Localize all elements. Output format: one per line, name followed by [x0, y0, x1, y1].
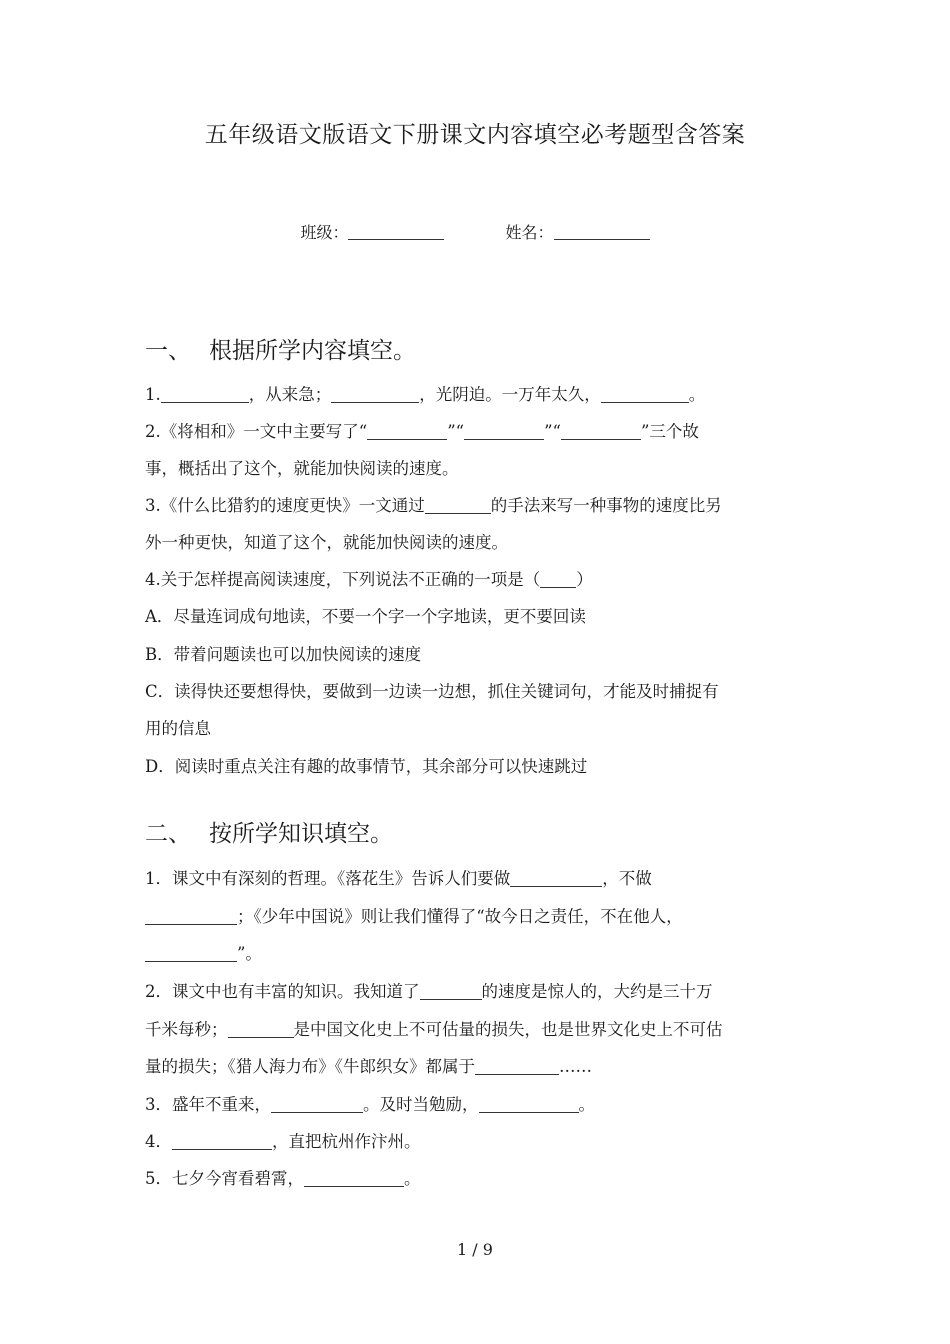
section-1-heading: [145, 332, 416, 365]
s1-option-c-cont: 用的信息: [145, 719, 211, 738]
section-2-heading: [145, 815, 393, 848]
s2-question-1: 1．课文中有深刻的哲理。《落花生》告诉人们要做 ，不做: [145, 869, 652, 888]
answer-blank[interactable]: [271, 1095, 363, 1113]
answer-blank[interactable]: [367, 422, 447, 440]
s2-question-1-cont: ；《少年中国说》则让我们懂得了“故今日之责任，不在他人，: [145, 905, 815, 929]
s2-question-1-cont2: ”。: [145, 942, 815, 966]
section-1-number: 一、: [145, 338, 191, 364]
name-blank[interactable]: [554, 223, 650, 240]
s1-question-3-cont: 外一种更快，知道了这个，就能加快阅读的速度。: [145, 533, 508, 552]
name-label: 姓名：: [505, 223, 554, 242]
s2-question-3: 3．盛年不重来， 。及时当勉励， 。: [145, 1095, 595, 1114]
answer-blank[interactable]: [540, 570, 576, 588]
section-2-number: 二、: [145, 821, 191, 847]
student-info: [0, 220, 950, 243]
s1-question-2-cont: 事，概括出了这个，就能加快阅读的速度。: [145, 459, 459, 478]
answer-blank[interactable]: [145, 944, 237, 962]
answer-blank[interactable]: [304, 1169, 404, 1187]
s1-question-4: 4.关于怎样提高阅读速度，下列说法不正确的一项是（ ）: [145, 570, 593, 589]
answer-blank[interactable]: [145, 907, 237, 925]
document-title: 五年级语文版语文下册课文内容填空必考题型含答案: [204, 122, 746, 148]
answer-blank[interactable]: [161, 385, 249, 403]
class-field: [300, 220, 444, 243]
page-number: 1 / 9: [457, 1240, 493, 1259]
answer-blank[interactable]: [479, 1095, 579, 1113]
s1-question-1: 1. ，从来急； ，光阴迫。一万年太久， 。: [145, 385, 706, 404]
answer-blank[interactable]: [172, 1132, 272, 1150]
s2-question-2-cont: 千米每秒； 是中国文化史上不可估量的损失，也是世界文化史上不可估: [145, 1020, 723, 1039]
answer-blank[interactable]: [228, 1020, 294, 1038]
s1-option-b: B．带着问题读也可以加快阅读的速度: [145, 645, 422, 664]
s2-question-2: 2．课文中也有丰富的知识。我知道了 的速度是惊人的，大约是三十万: [145, 982, 713, 1001]
answer-blank[interactable]: [561, 422, 641, 440]
class-label: 班级：: [300, 223, 349, 242]
s1-question-2: 2.《将相和》一文中主要写了“ ”“ ”“ ”三个故: [145, 422, 699, 441]
answer-blank[interactable]: [475, 1057, 559, 1075]
answer-blank[interactable]: [510, 869, 602, 887]
s1-option-a: A．尽量连词成句地读，不要一个字一个字地读，更不要回读: [145, 607, 586, 626]
class-blank[interactable]: [348, 223, 444, 240]
s2-question-4: 4． ，直把杭州作汴州。: [145, 1132, 421, 1151]
answer-blank[interactable]: [331, 385, 419, 403]
section-1-title: 根据所学内容填空。: [209, 338, 416, 364]
answer-blank[interactable]: [464, 422, 544, 440]
s1-option-d: D．阅读时重点关注有趣的故事情节，其余部分可以快速跳过: [145, 757, 588, 776]
answer-blank[interactable]: [601, 385, 689, 403]
s1-question-3: 3.《什么比猎豹的速度更快》一文通过 的手法来写一种事物的速度比另: [145, 496, 722, 515]
s2-question-2-cont2: 量的损失；《猎人海力布》《牛郎织女》都属于 ……: [145, 1057, 592, 1076]
answer-blank[interactable]: [420, 982, 482, 1000]
name-field: [506, 220, 650, 243]
answer-blank[interactable]: [425, 496, 491, 514]
s1-option-c: C．读得快还要想得快，要做到一边读一边想，抓住关键词句，才能及时捕捉有: [145, 682, 719, 701]
section-2-title: 按所学知识填空。: [209, 821, 393, 847]
s2-question-5: 5．七夕今宵看碧霄， 。: [145, 1169, 421, 1188]
